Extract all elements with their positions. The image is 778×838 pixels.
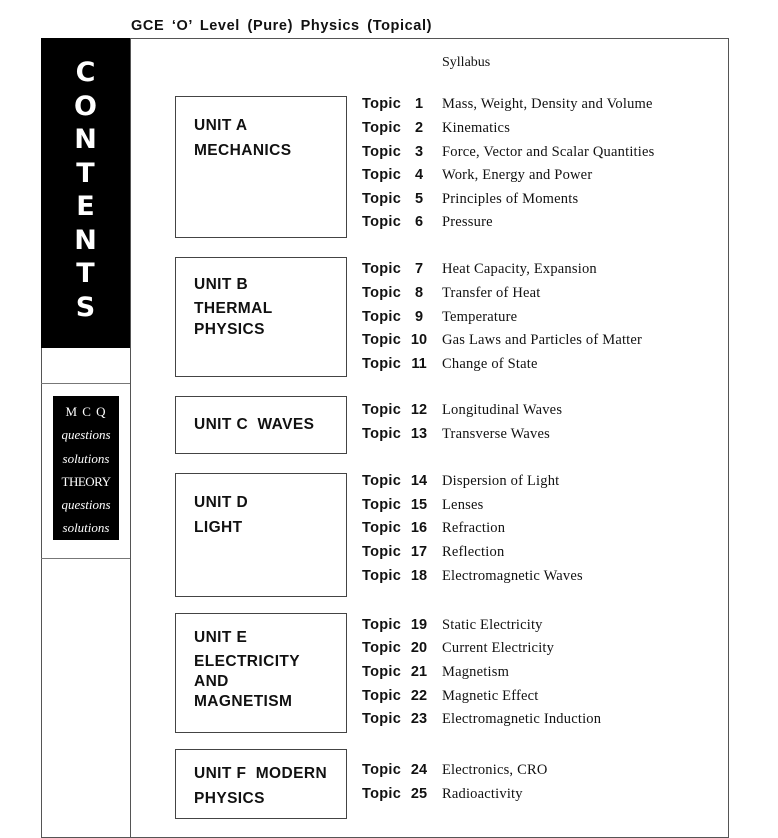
sidebar-rule bbox=[41, 558, 130, 559]
topic-word: Topic bbox=[362, 520, 402, 536]
contents-letter: E bbox=[76, 191, 95, 222]
topic-number: 9 bbox=[414, 309, 424, 325]
topic-title: Radioactivity bbox=[442, 786, 523, 802]
unit-box bbox=[175, 613, 347, 733]
topic-number: 3 bbox=[414, 144, 424, 160]
topic-title: Magnetism bbox=[442, 664, 510, 680]
topic-word: Topic bbox=[362, 473, 402, 489]
topic-word: Topic bbox=[362, 120, 402, 136]
topic-title: Electromagnetic Induction bbox=[442, 711, 602, 727]
topic-word: Topic bbox=[362, 285, 402, 301]
topic-title: Heat Capacity, Expansion bbox=[442, 261, 597, 277]
topic-number: 2 bbox=[414, 120, 424, 136]
topic-number: 22 bbox=[410, 688, 428, 704]
unit-label: UNIT C WAVES bbox=[194, 416, 315, 433]
topic-word: Topic bbox=[362, 664, 402, 680]
topic-word: Topic bbox=[362, 426, 402, 442]
unit-box bbox=[175, 473, 347, 597]
topic-word: Topic bbox=[362, 261, 402, 277]
topic-number: 20 bbox=[410, 640, 428, 656]
topic-word: Topic bbox=[362, 96, 402, 112]
topic-word: Topic bbox=[362, 497, 402, 513]
contents-letter: N bbox=[74, 124, 97, 155]
topic-title: Lenses bbox=[442, 497, 484, 513]
topic-word: Topic bbox=[362, 544, 402, 560]
legend-item-theory: THEORY bbox=[61, 473, 111, 489]
topic-word: Topic bbox=[362, 640, 402, 656]
legend-item-mcq: M C Q bbox=[65, 404, 107, 419]
topic-title: Principles of Moments bbox=[442, 191, 579, 207]
unit-label: LIGHT bbox=[194, 519, 243, 536]
topic-title: Change of State bbox=[442, 356, 538, 372]
contents-banner bbox=[41, 38, 130, 348]
topic-title: Refraction bbox=[442, 520, 506, 536]
topic-word: Topic bbox=[362, 786, 402, 802]
unit-label: PHYSICS bbox=[194, 790, 265, 807]
topic-title: Work, Energy and Power bbox=[442, 167, 593, 183]
unit-label: ELECTRICITY bbox=[194, 653, 301, 670]
topic-number: 8 bbox=[414, 285, 424, 301]
unit-box bbox=[175, 396, 347, 454]
topic-number: 13 bbox=[410, 426, 428, 442]
mcq-theory-legend bbox=[53, 396, 119, 540]
topic-word: Topic bbox=[362, 568, 402, 584]
topic-title: Mass, Weight, Density and Volume bbox=[442, 96, 653, 112]
unit-box bbox=[175, 96, 347, 238]
unit-label: MECHANICS bbox=[194, 142, 292, 159]
topic-word: Topic bbox=[362, 617, 402, 633]
topic-title: Pressure bbox=[442, 214, 493, 230]
sidebar-rule bbox=[41, 383, 130, 384]
topic-title: Temperature bbox=[442, 309, 518, 325]
topic-title: Static Electricity bbox=[442, 617, 543, 633]
topic-number: 18 bbox=[410, 568, 428, 584]
topic-number: 12 bbox=[410, 402, 428, 418]
topic-word: Topic bbox=[362, 214, 402, 230]
topic-number: 1 bbox=[414, 96, 424, 112]
syllabus-label: Syllabus bbox=[442, 55, 491, 70]
contents-letter: O bbox=[74, 90, 97, 122]
topic-title: Reflection bbox=[442, 544, 505, 560]
legend-item-questions: questions bbox=[61, 497, 111, 513]
unit-label: AND bbox=[194, 673, 229, 690]
topic-number: 16 bbox=[410, 520, 428, 536]
topic-title: Kinematics bbox=[442, 120, 511, 136]
topic-number: 7 bbox=[414, 261, 424, 277]
unit-label: UNIT D bbox=[194, 494, 249, 511]
topic-number: 24 bbox=[410, 762, 428, 778]
topic-word: Topic bbox=[362, 711, 402, 727]
topic-title: Transverse Waves bbox=[442, 426, 550, 442]
topic-number: 5 bbox=[414, 191, 424, 207]
topic-title: Transfer of Heat bbox=[442, 285, 541, 301]
unit-label: THERMAL bbox=[194, 300, 273, 317]
topic-word: Topic bbox=[362, 332, 402, 348]
topic-number: 14 bbox=[410, 473, 428, 489]
contents-letter: S bbox=[75, 291, 96, 323]
sidebar-divider bbox=[130, 38, 131, 838]
topic-title: Dispersion of Light bbox=[442, 473, 560, 489]
topic-number: 4 bbox=[414, 167, 424, 183]
topic-title: Force, Vector and Scalar Quantities bbox=[442, 144, 655, 160]
unit-label: UNIT B bbox=[194, 276, 249, 293]
topic-word: Topic bbox=[362, 688, 402, 704]
topic-word: Topic bbox=[362, 144, 402, 160]
topic-number: 21 bbox=[410, 664, 428, 680]
topic-number: 11 bbox=[411, 356, 427, 372]
topic-word: Topic bbox=[362, 356, 402, 372]
topic-number: 15 bbox=[410, 497, 428, 513]
topic-title: Gas Laws and Particles of Matter bbox=[442, 332, 643, 348]
legend-item-solutions: solutions bbox=[62, 520, 110, 536]
unit-box bbox=[175, 749, 347, 819]
topic-word: Topic bbox=[362, 402, 402, 418]
topic-number: 25 bbox=[410, 786, 428, 802]
legend-item-solutions: solutions bbox=[62, 450, 110, 466]
contents-letter: T bbox=[76, 157, 95, 189]
contents-letter: N bbox=[74, 224, 97, 256]
unit-box bbox=[175, 257, 347, 377]
topic-word: Topic bbox=[362, 167, 402, 183]
unit-label: MAGNETISM bbox=[194, 693, 293, 710]
unit-label: PHYSICS bbox=[194, 321, 265, 338]
topic-number: 23 bbox=[410, 711, 428, 727]
contents-letter: C bbox=[75, 57, 96, 88]
topic-number: 19 bbox=[410, 617, 428, 633]
unit-label: UNIT E bbox=[194, 629, 248, 646]
topic-number: 6 bbox=[414, 214, 424, 230]
topic-title: Current Electricity bbox=[442, 640, 555, 656]
topic-title: Electromagnetic Waves bbox=[442, 568, 583, 584]
topic-title: Electronics, CRO bbox=[442, 762, 548, 778]
contents-letter: T bbox=[76, 258, 95, 289]
topic-title: Magnetic Effect bbox=[442, 688, 539, 704]
page-header: GCE ‘O’ Level (Pure) Physics (Topical) bbox=[131, 18, 433, 34]
legend-item-questions: questions bbox=[61, 427, 111, 443]
topic-word: Topic bbox=[362, 309, 402, 325]
topic-word: Topic bbox=[362, 191, 402, 207]
unit-label: UNIT A bbox=[194, 117, 248, 134]
topic-number: 17 bbox=[410, 544, 428, 560]
unit-label: UNIT F MODERN bbox=[194, 765, 328, 782]
topic-number: 10 bbox=[410, 332, 428, 348]
topic-title: Longitudinal Waves bbox=[442, 402, 563, 418]
topic-word: Topic bbox=[362, 762, 402, 778]
